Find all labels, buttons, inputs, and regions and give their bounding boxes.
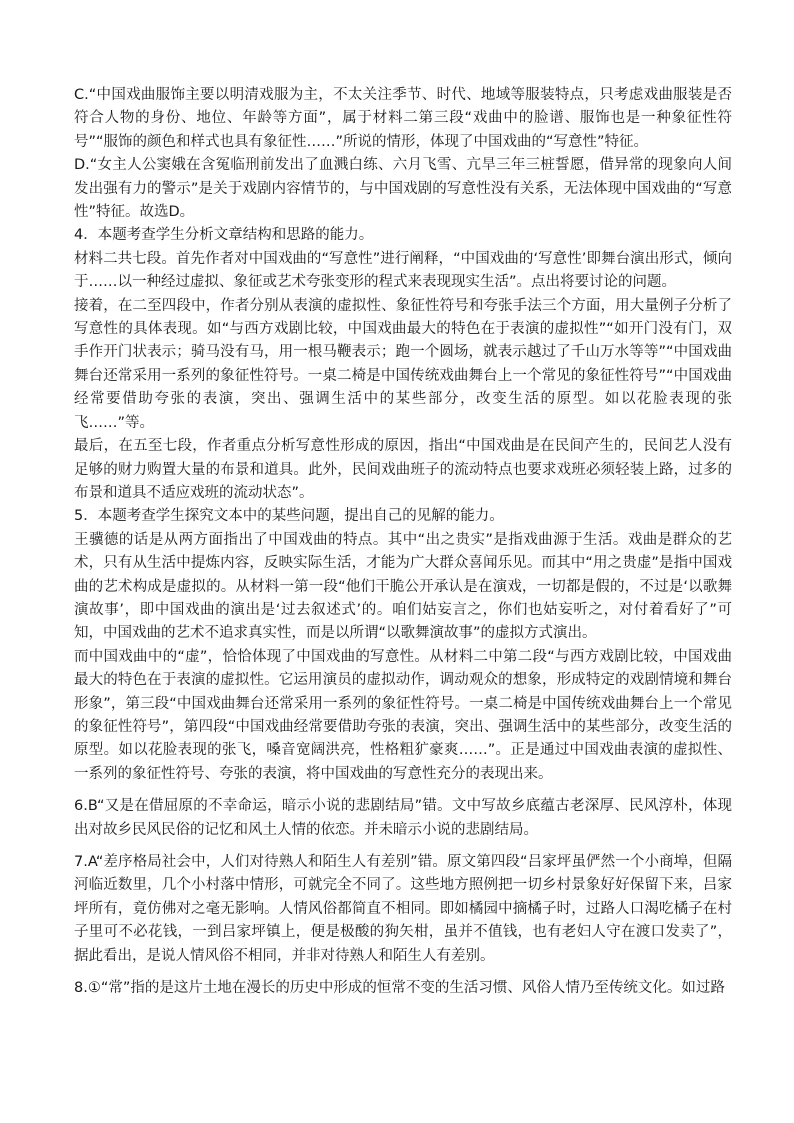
paragraph-q5-heading: 5．本题考查学生探究文本中的某些问题，提出自己的见解的能力。 [74,508,504,525]
paragraph-q4-conclusion: 最后，在五至七段，作者重点分析写意性形成的原因，指出“中国戏曲是在民间产生的，民间艺人没有足够的财力购置大量的布景和道具。此外，民间戏曲班子的流动特点也要求戏班必须轻装上路，过多的布景和道具不适应戏班的流动状态”。 [74,438,732,501]
paragraph-q6: 6.B“又是在借屈原的不幸命运，暗示小说的悲剧结局”错。文中写故乡底蕴古老深厚、民风淳朴，体现出对故乡民风民俗的记忆和风土人情的依恋。并未暗示小说的悲剧结局。 [74,798,732,838]
paragraph-q4-body: 接着，在二至四段中，作者分别从表演的虚拟性、象征性符号和夸张手法三个方面，用大量例子分析了写意性的具体表现。如“与西方戏剧比较，中国戏曲最大的特色在于表演的虚拟性”“如开门没有门，双手作开门状表示；骑马没有马，用一根马鞭表示；跑一个圆场，就表示越过了千山万水等等”“中国戏曲舞台还常采用一系列的象征性符号。一桌二椅是中国传统戏曲舞台上一个常见的象征性符号”“中国戏曲经常要借助夸张的表演，突出、强调生活中的某些部分，改变生活的原型。如以花脸表现的张飞……”等。 [74,297,732,431]
paragraph-q5-continued: 而中国戏曲中的“虚”，恰恰体现了中国戏曲的写意性。从材料二中第二段“与西方戏剧比较，中国戏曲最大的特色在于表演的虚拟性。它运用演员的虚拟动作，调动观众的想象，形成特定的戏剧情境和舞台形象”，第三段“中国戏曲舞台还常采用一系列的象征性符号。一桌二椅是中国传统戏曲舞台上一个常见的象征性符号”，第四段“中国戏曲经常要借助夸张的表演，突出、强调生活中的某些部分，改变生活的原型。如以花脸表现的张飞，嗓音宽阔洪亮，性格粗犷豪爽……”。正是通过中国戏曲表演的虚拟性、一系列的象征性符号、夸张的表演，将中国戏曲的写意性充分的表现出来。 [74,648,732,782]
paragraph-q4-intro: 材料二共七段。首先作者对中国戏曲的“写意性”进行阐释，“中国戏曲的‘写意性’即舞台演出形式，倾向于……以一种经过虚拟、象征或艺术夸张变形的程式来表现现实生活”。点出将要讨论的问题。 [74,250,732,291]
paragraph-q5-body: 王骥德的话是从两方面指出了中国戏曲的特点。其中“出之贵实”是指戏曲源于生活。戏曲是群众的艺术，只有从生活中提炼内容，反映实际生活，才能为广大群众喜闻乐见。而其中“用之贵虚”是指中国戏曲的艺术构成是虚拟的。从材料一第一段“他们干脆公开承认是在演戏，一切都是假的，不过是‘以歌舞演故事’，即中国戏曲的演出是‘过去叙述式’的。咱们姑妄言之，你们也姑妄听之，对付着看好了”可知，中国戏曲的艺术不追求真实性，而是以所谓“以歌舞演故事”的虚拟方式演出。 [74,531,732,642]
document-page [74,84,732,1000]
paragraph-q4-heading: 4．本题考查学生分析文章结构和思路的能力。 [74,227,374,244]
paragraph-option-c: C.“中国戏曲服饰主要以明清戏服为主，不太关注季节、时代、地域等服装特点，只考虑戏曲服装是否符合人物的身份、地位、年龄等方面”，属于材料二第三段“戏曲中的脸谱、服饰也是一种象征性符号”“服饰的颜色和样式也具有象征性……”所说的情形，体现了中国戏曲的“写意性”特征。 [74,87,732,150]
paragraph-q7: 7.A“差序格局社会中，人们对待熟人和陌生人有差别”错。原文第四段“吕家坪虽俨然一个小商埠，但隔河临近数里，几个小村落中情形，可就完全不同了。这些地方照例把一切乡村景象好好保留下来，吕家坪所有，竟仿佛对之毫无影响。人情风俗都简直不相同。即如橘园中摘橘子时，过路人口渴吃橘子在村子里可不必花钱，一到吕家坪镇上，便是极酸的狗矢柑，虽并不值钱，也有老妇人守在渡口发卖了”，据此看出，是说人情风俗不相同，并非对待熟人和陌生人有差别。 [74,854,732,964]
paragraph-option-d: D.“女主人公窦娥在含冤临刑前发出了血溅白练、六月飞雪、亢旱三年三桩誓愿，借异常的现象向人间发出强有力的警示”是关于戏剧内容情节的，与中国戏剧的写意性没有关系，无法体现中国戏曲的“写意性”特征。故选D。 [74,157,732,221]
paragraph-q8: 8.①“常”指的是这片土地在漫长的历史中形成的恒常不变的生活习惯、风俗人情乃至传统文化。如过路 [74,980,725,997]
